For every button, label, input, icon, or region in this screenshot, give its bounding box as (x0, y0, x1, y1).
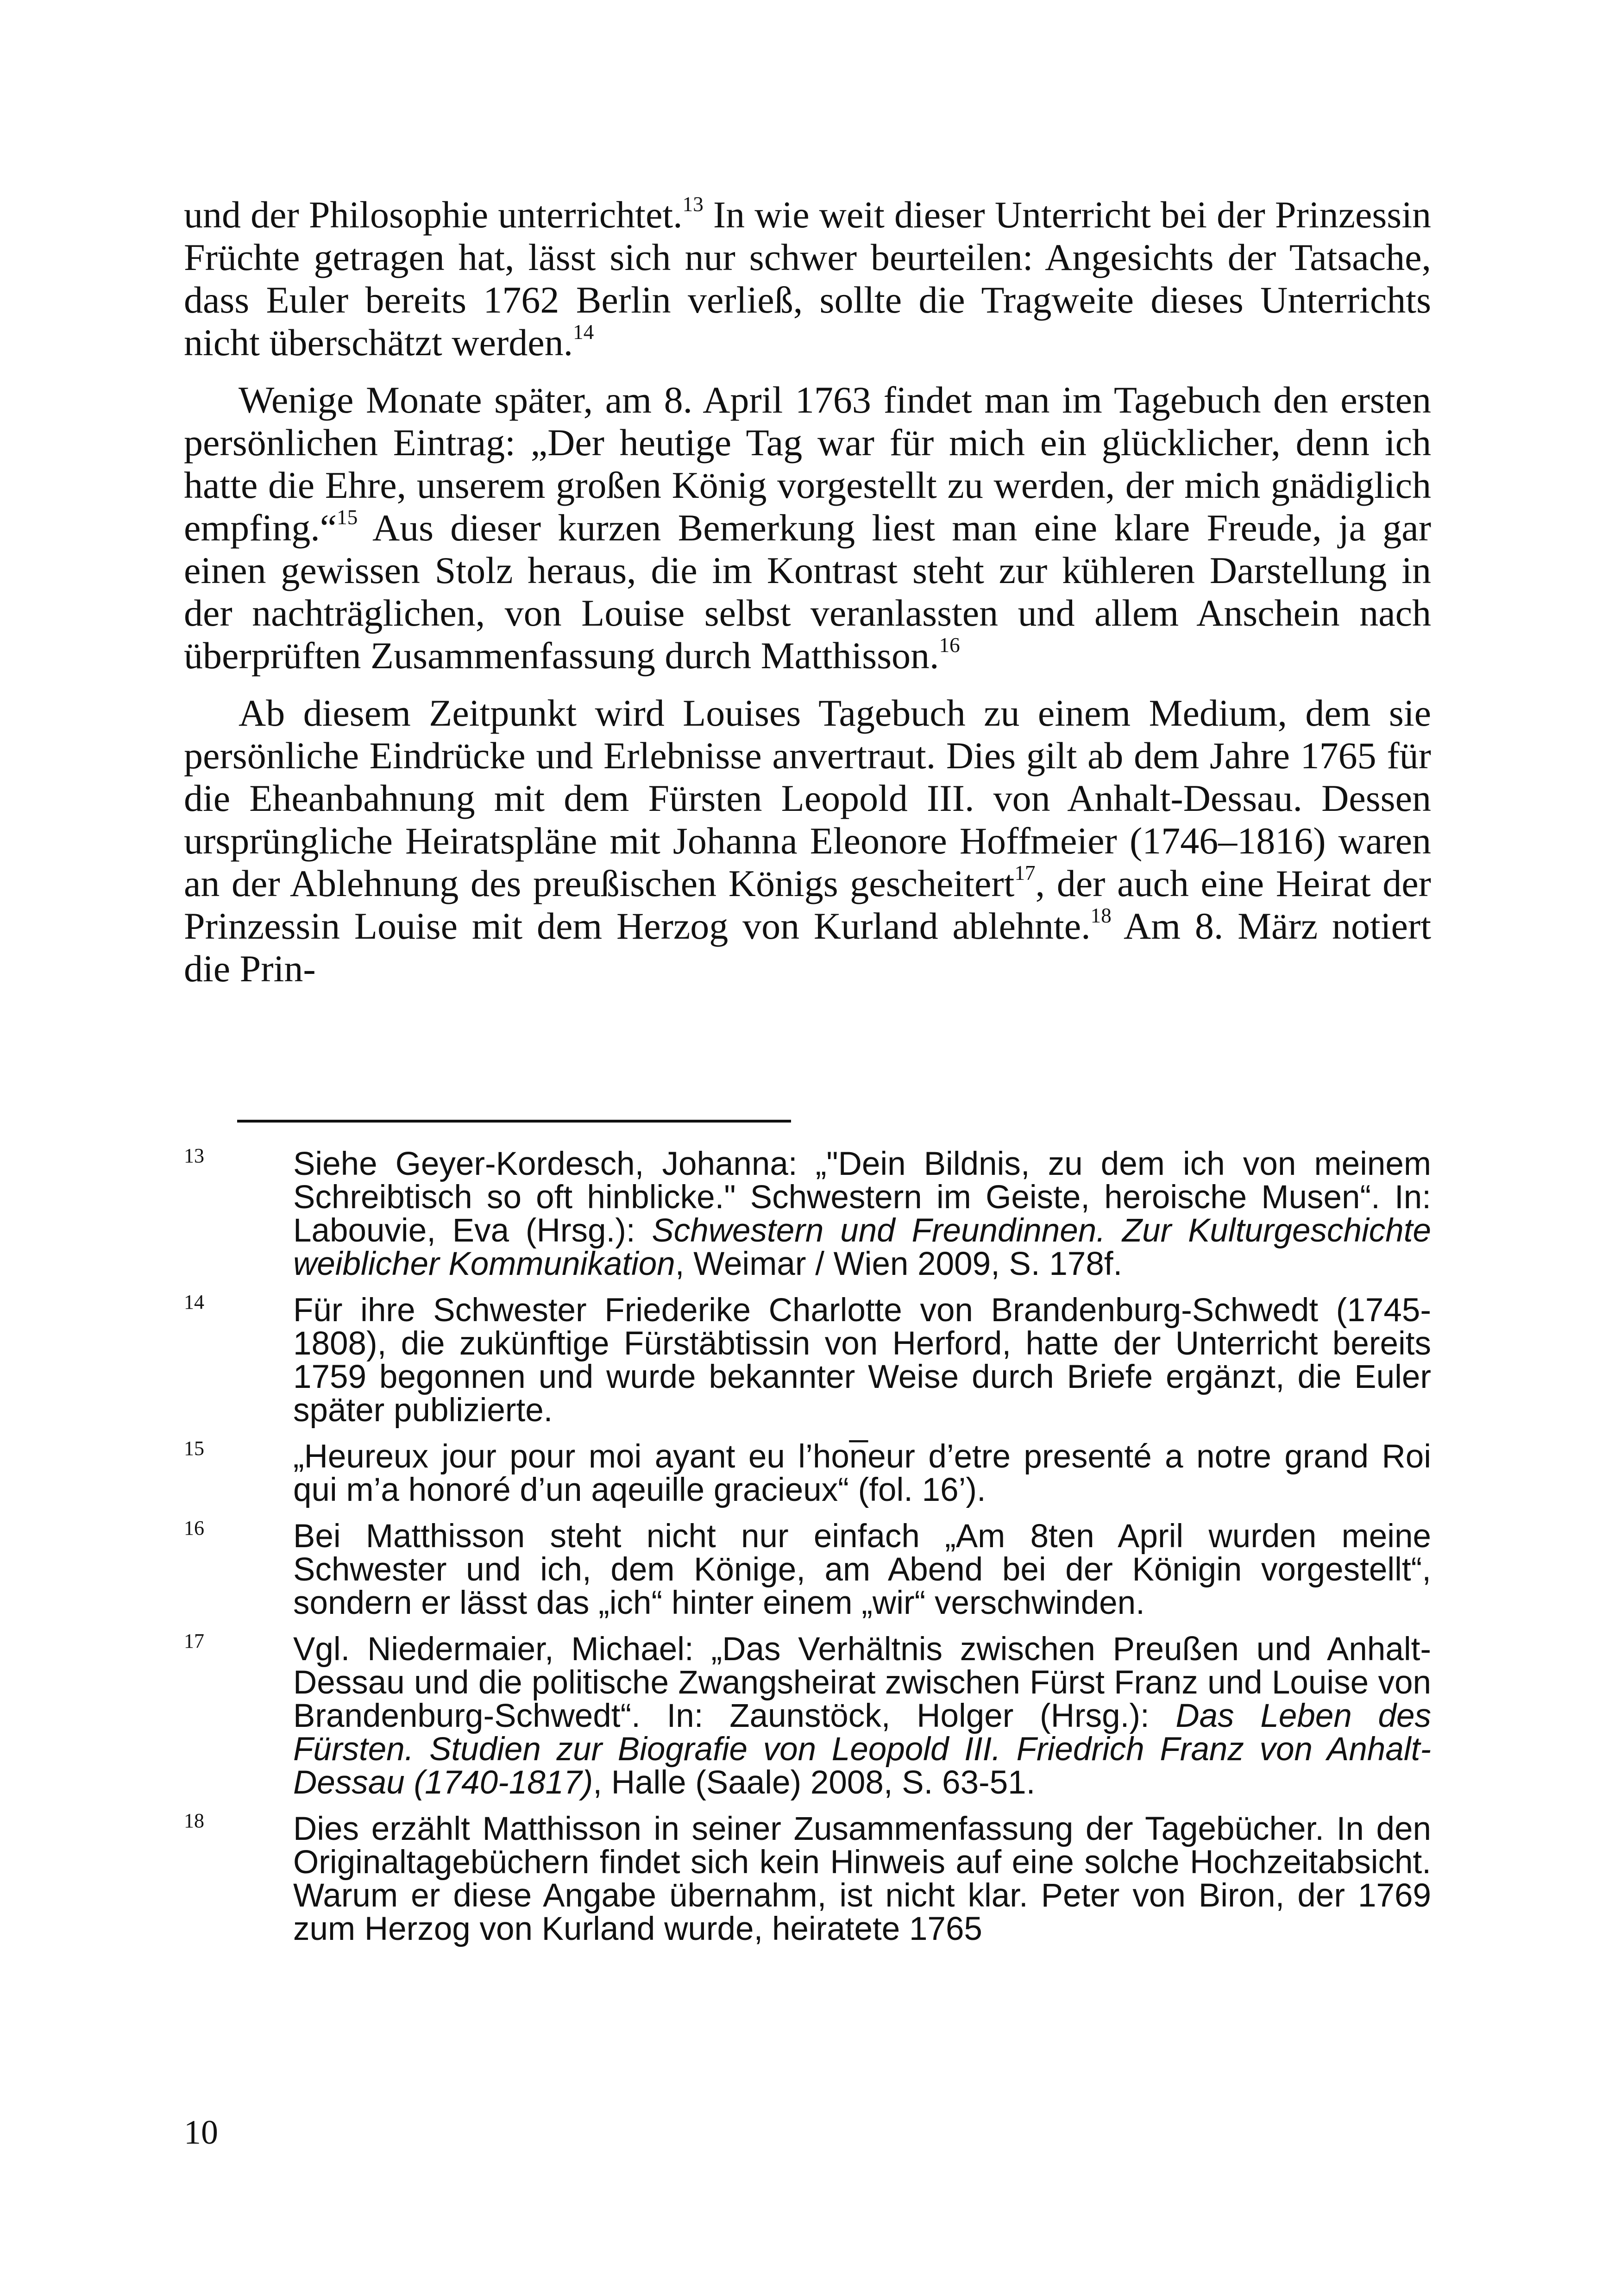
footnote (184, 1517, 1431, 1621)
footnote (184, 1144, 1431, 1282)
footnotes (184, 1144, 1431, 1959)
footnote (184, 1437, 1431, 1508)
footnote-number: 16 (184, 1517, 204, 1539)
paragraph-text: Aus dieser kurzen Bemerkung liest man eine klare Freude, ja gar einen gewissen Stolz heraus, die im Kontrast steht zur kühleren Darstellung in der nachträglichen, von Louise selbst veranlassten und allem Anschein nach überprüften Zusammenfassung durch Matthisson. (184, 507, 1431, 677)
footnote-reference: 15 (337, 505, 358, 529)
footnote-text: Bei Matthisson steht nicht nur einfach „Am 8ten April wurden meine Schwester und ich, dem Könige, am Abend bei der Königin vorgestellt“, sondern er lässt das „ich“ hinter einem „wir“ verschwinden. (293, 1518, 1431, 1621)
main-text (184, 194, 1431, 1005)
page-number: 10 (184, 2114, 218, 2152)
footnote-text: Für ihre Schwester Friederike Charlotte von Brandenburg-Schwedt (1745-1808), die zukünftige Fürstäbtissin von Herford, hatte der Unterricht bereits 1759 begonnen und wurde bekannter Weise durch Briefe ergänzt, die Euler später publizierte. (293, 1292, 1431, 1429)
footnote-number: 17 (184, 1630, 204, 1652)
footnote-reference: 16 (939, 633, 960, 657)
footnote-reference: 14 (573, 320, 594, 344)
footnote-number: 15 (184, 1437, 204, 1460)
footnote-text: Dies erzählt Matthisson in seiner Zusammenfassung der Tagebücher. In den Originaltagebüchern findet sich kein Hinweis auf eine solche Hochzeitabsicht. Warum er diese Angabe übernahm, ist nicht klar. Peter von Biron, der 1769 zum Herzog von Kurland wurde, heiratete 1765 (293, 1811, 1431, 1947)
footnote-reference: 18 (1090, 903, 1112, 927)
footnote (184, 1630, 1431, 1801)
paragraph-text: Am 8. März notiert die Prin- (184, 905, 1431, 990)
italic-title: Das Leben des Fürsten. Studien zur Biografie von Leopold III. Friedrich Franz von Anhalt-Dessau (1740-1817) (293, 1698, 1431, 1801)
paragraph-2 (184, 379, 1431, 677)
footnote-text: Siehe Geyer-Kordesch, Johanna: „"Dein Bildnis, zu dem ich von meinem Schreibtisch so oft hinblicke." Schwestern im Geiste, heroische Musen“. In: Labouvie, Eva (Hrsg.): Schwestern und Freundinnen. Zur Kulturgeschichte weiblicher Kommunikation, Weimar / Wien 2009, S. 178f. (293, 1146, 1431, 1282)
paragraph-text: In wie weit dieser Unterricht bei der Prinzessin Früchte getragen hat, lässt sich nur schwer beurteilen: Angesichts der Tatsache, dass Euler bereits 1762 Berlin verließ, sollte die Tragweite dieses Unterrichts nicht überschätzt werden. (184, 194, 1432, 364)
italic-title: Schwestern und Freundinnen. Zur Kulturgeschichte weiblicher Kommunikation (293, 1212, 1431, 1282)
footnote (184, 1291, 1431, 1429)
footnote (184, 1809, 1431, 1947)
paragraph-1 (184, 194, 1431, 364)
footnote-text: „Heureux jour pour moi ayant eu l’hon̅eur d’etre presenté a notre grand Roi qui m’a honoré d’un aqeuille gracieux“ (fol. 16’). (293, 1438, 1431, 1508)
footnote-number: 13 (184, 1144, 204, 1167)
paragraph-text: Wenige Monate später, am 8. April 1763 findet man im Tagebuch den ersten persönlichen Eintrag: „Der heutige Tag war für mich ein glücklicher, denn ich hatte die Ehre, unserem großen König vorgestellt zu werden, der mich gnädiglich empfing.“ (184, 379, 1431, 549)
paragraph-text: Ab diesem Zeitpunkt wird Louises Tagebuch zu einem Medium, dem sie persönliche Eindrücke und Erlebnisse anvertraut. Dies gilt ab dem Jahre 1765 für die Eheanbahnung mit dem Fürsten Leopold III. von Anhalt-Dessau. Dessen ursprüngliche Heiratspläne mit Johanna Eleonore Hoffmeier (1746–1816) waren an der Ablehnung des preußischen Königs gescheitert (184, 692, 1431, 904)
paragraph-text: und der Philosophie unterrichtet. (184, 194, 683, 236)
footnote-reference: 17 (1014, 861, 1036, 885)
footnote-number: 14 (184, 1291, 204, 1313)
footnote-text: Vgl. Niedermaier, Michael: „Das Verhältnis zwischen Preußen und Anhalt-Dessau und die politische Zwangsheirat zwischen Fürst Franz und Louise von Brandenburg-Schwedt“. In: Zaunstöck, Holger (Hrsg.): Das Leben des Fürsten. Studien zur Biografie von Leopold III. Friedrich Franz von Anhalt-Dessau (1740-1817), Halle (Saale) 2008, S. 63-51. (293, 1631, 1431, 1801)
footnote-reference: 13 (682, 192, 704, 216)
footnote-separator (237, 1120, 791, 1123)
paragraph-3 (184, 692, 1431, 990)
paragraph-text: , der auch eine Heirat der Prinzessin Louise mit dem Herzog von Kurland ablehnte. (184, 862, 1431, 947)
footnote-number: 18 (184, 1809, 204, 1832)
